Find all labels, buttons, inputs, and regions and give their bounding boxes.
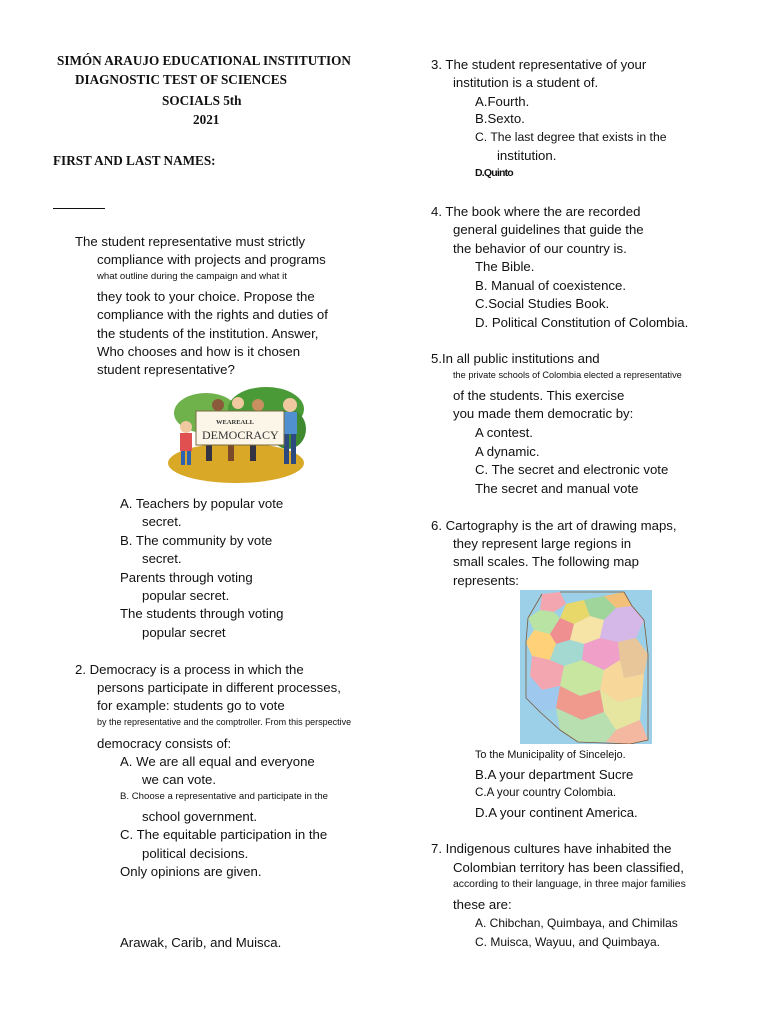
q4-line: the behavior of our country is. (453, 241, 627, 256)
q7-line: 7. Indigenous cultures have inhabited the (431, 841, 672, 856)
colombia-map (520, 590, 652, 744)
q1-line: they took to your choice. Propose the (97, 289, 315, 304)
q1-line: compliance with projects and programs (97, 252, 326, 267)
q7-line: these are: (453, 897, 512, 912)
banner-small-text: WEAREALL (216, 419, 254, 426)
q5-option: A contest. (475, 425, 533, 440)
q6-line: 6. Cartography is the art of drawing maps, (431, 518, 677, 533)
q2-line: persons participate in different processes, (97, 680, 341, 695)
q1-line: the students of the institution. Answer, (97, 326, 319, 341)
q3-option: C. The last degree that exists in the (475, 130, 667, 144)
q1-line: Who chooses and how is it chosen (97, 344, 301, 359)
year: 2021 (193, 112, 220, 127)
names-underline (53, 208, 105, 209)
q5-line: 5.In all public institutions and (431, 351, 600, 366)
q5-option: A dynamic. (475, 444, 540, 459)
q4-option: C.Social Studies Book. (475, 296, 610, 311)
q2-option: B. Choose a representative and participate in the (120, 791, 328, 802)
q1-option: B. The community by vote (120, 533, 273, 548)
q4-option: B. Manual of coexistence. (475, 278, 627, 293)
q7-option: C. Muisca, Wayuu, and Quimbaya. (475, 935, 660, 949)
q6-option: D.A your continent America. (475, 805, 638, 820)
q6-line: small scales. The following map (453, 554, 639, 569)
q4-option: D. Political Constitution of Colombia. (475, 315, 689, 330)
q2-line: 2. Democracy is a process in which the (75, 662, 304, 677)
banner-big-text: DEMOCRACY (202, 428, 279, 442)
q1-option: Parents through voting (120, 570, 253, 585)
q2-option: political decisions. (142, 846, 249, 861)
q6-option: B.A your department Sucre (475, 767, 634, 782)
q2-option: we can vote. (142, 772, 217, 787)
q7-line: according to their language, in three major families (453, 879, 686, 890)
q7-line: Colombian territory has been classified, (453, 860, 684, 875)
q5-line: of the students. This exercise (453, 388, 625, 403)
q3-option: B.Sexto. (475, 111, 525, 126)
q5-option: The secret and manual vote (475, 481, 639, 496)
q2-line: democracy consists of: (97, 736, 232, 751)
q5-line: the private schools of Colombia elected a representative (453, 370, 682, 380)
q3-option: D.Quinto (475, 167, 513, 179)
q1-option: popular secret (142, 625, 226, 640)
q2-option: Arawak, Carib, and Muisca. (120, 935, 282, 950)
q1-option: popular secret. (142, 588, 230, 603)
q5-option: C. The secret and electronic vote (475, 462, 669, 477)
q2-line: by the representative and the comptroller. From this perspective (97, 717, 352, 727)
school-name: SIMÓN ARAUJO EDUCATIONAL INSTITUTION (57, 53, 351, 68)
q1-line: what outline during the campaign and what it (97, 271, 287, 282)
q5-line: you made them democratic by: (453, 406, 634, 421)
q3-option: institution. (497, 148, 557, 163)
q6-line: they represent large regions in (453, 536, 632, 551)
q2-option: C. The equitable participation in the (120, 827, 328, 842)
q1-line: The student representative must strictly (75, 234, 306, 249)
q6-option: C.A your country Colombia. (475, 786, 617, 799)
q2-option: school government. (142, 809, 258, 824)
q1-option: A. Teachers by popular vote (120, 496, 284, 511)
names-label: FIRST AND LAST NAMES: (53, 153, 216, 168)
q7-option: A. Chibchan, Quimbaya, and Chimilas (475, 916, 678, 930)
q2-option: Only opinions are given. (120, 864, 262, 879)
q1-option: secret. (142, 514, 182, 529)
test-title: DIAGNOSTIC TEST OF SCIENCES (75, 72, 287, 87)
q6-option: To the Municipality of Sincelejo. (475, 749, 626, 761)
q4-line: 4. The book where the are recorded (431, 204, 641, 219)
q6-line: represents: (453, 573, 519, 588)
q1-line: compliance with the rights and duties of (97, 307, 328, 322)
q4-option: The Bible. (475, 259, 535, 274)
q4-line: general guidelines that guide the (453, 222, 644, 237)
q3-option: A.Fourth. (475, 94, 530, 109)
q2-line: for example: students go to vote (97, 698, 285, 713)
q3-line: institution is a student of. (453, 75, 599, 90)
q1-line: student representative? (97, 362, 235, 377)
q1-option: secret. (142, 551, 182, 566)
q3-line: 3. The student representative of your (431, 57, 647, 72)
q2-option: A. We are all equal and everyone (120, 754, 315, 769)
q1-option: The students through voting (120, 606, 284, 621)
subject-grade: SOCIALS 5th (162, 93, 242, 108)
